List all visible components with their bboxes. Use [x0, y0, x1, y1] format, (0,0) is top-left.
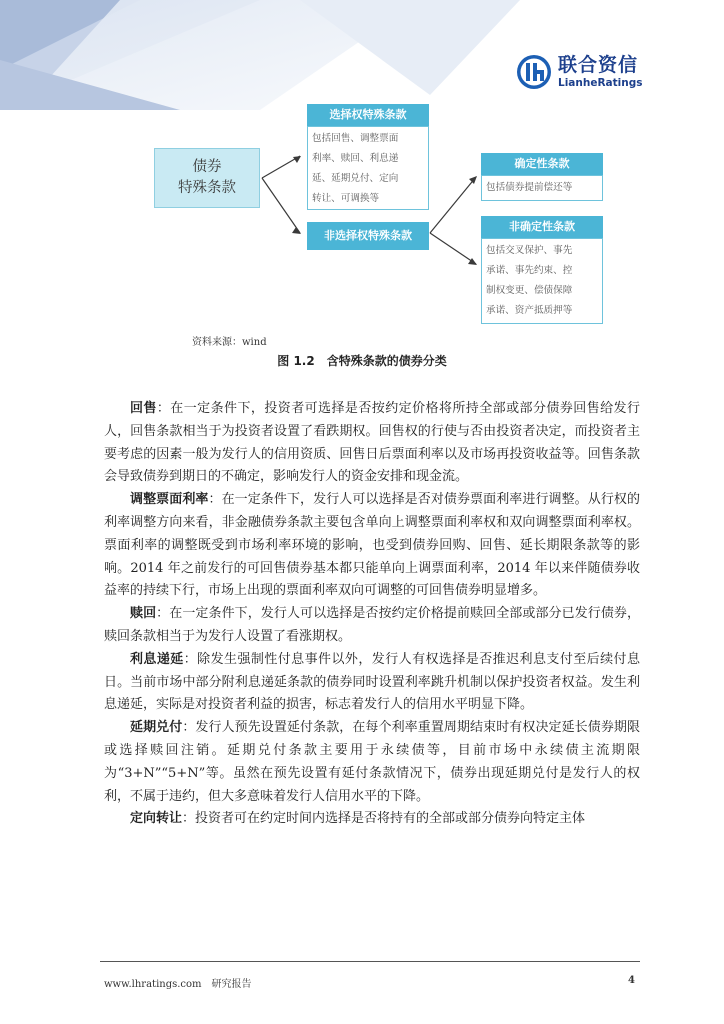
option-clause-line: 利率、赎回、利息递 [312, 153, 399, 164]
paragraph-coupon-adjustment [104, 489, 640, 603]
paragraph-put [104, 398, 640, 489]
term-directed-transfer: 定向转让 [130, 811, 183, 827]
certain-clause-body [481, 175, 603, 201]
connector-root-option [262, 156, 300, 178]
footer-divider [100, 961, 640, 962]
paragraph-text: ：在一定条件下，发行人可以选择是否按约定价格提前赎回全部或部分已发行债券，赎回条款相当于为发行人设置了看涨期权。 [104, 606, 640, 644]
logo-chinese-name: 联合资信 [558, 53, 639, 76]
uncertain-clause-line: 包括交叉保护、事先 [486, 245, 573, 256]
certain-clause-line: 包括债券提前偿还等 [486, 182, 573, 193]
page-number: 4 [628, 975, 635, 986]
paragraph-call [104, 603, 640, 649]
bond-classification-diagram [0, 0, 724, 348]
logo-english-name: LianheRatings [558, 76, 643, 89]
option-clause-line: 延、延期兑付、定向 [312, 173, 399, 184]
uncertain-clause-line: 制权变更、偿债保障 [486, 285, 573, 296]
option-clause-title: 选择权特殊条款 [307, 104, 429, 126]
paragraph-text: ：除发生强制性付息事件以外，发行人有权选择是否推迟利息支付至后续付息日。当前市场中部分附利息递延条款的债券同时设置利率跳升机制以保护投资者权益。发生利息递延，实际是对投资者利益的损害，标志着发行人的信用水平明显下降。 [104, 651, 640, 713]
term-extension: 延期兑付 [130, 720, 183, 736]
uncertain-clause-body [481, 238, 603, 324]
paragraph-directed-transfer [104, 808, 640, 831]
root-node-line1: 债券 [192, 159, 222, 175]
connector-nonoption-certain [430, 177, 476, 233]
non-option-clause-node: 非选择权特殊条款 [307, 222, 429, 250]
paragraph-text: ：在一定条件下，投资者可选择是否按约定价格将所持全部或部分债券回售给发行人，回售条款相当于为投资者设置了看跌期权。回售权的行使与否由投资者决定，而投资者主要考虑的因素一般为发行人的信用资质、回售日后票面利率以及市场再投资收益等。回售条款会导致债券到期日的不确定，影响发行人的资金安排和现金流。 [104, 401, 640, 485]
footer-website: www.lhratings.com 研究报告 [104, 979, 252, 990]
paragraph-text: ：在一定条件下，发行人可以选择是否对债券票面利率进行调整。从行权的利率调整方向来看，非金融债券条款主要包含单向上调整票面利率权和双向调整票面利率权。票面利率的调整既受到市场利率环境的影响，也受到债券回购、回售、延长期限条款等的影响。2014 年之前发行的可回售债券基本都只能单向上调票面利率，2014 年以来伴随债券收益率的持续下行，市场上出现的票面利率双向可调整的可回售债券明显增多。 [104, 492, 640, 599]
paragraph-text: ：发行人预先设置延付条款，在每个利率重置周期结束时有权决定延长债券期限或选择赎回注销。延期兑付条款主要用于永续债等，目前市场中永续债主流期限为“3+N”“5+N”等。虽然在预先设置有延付条款情况下，债券出现延期兑付是发行人的权利，不属于违约，但大多意味着发行人信用水平的下降。 [104, 720, 640, 804]
diagram-source-note: 资料来源：wind [192, 337, 267, 348]
paragraph-interest-deferral [104, 649, 640, 717]
term-interest-deferral: 利息递延 [130, 651, 184, 667]
term-call: 赎回 [130, 606, 157, 622]
uncertain-clause-title: 非确定性条款 [481, 216, 603, 238]
root-node-line2: 特殊条款 [178, 180, 236, 196]
option-clause-body [307, 126, 429, 210]
figure-caption: 图 1.2 含特殊条款的债券分类 [277, 354, 447, 368]
connector-nonoption-uncertain [430, 233, 476, 264]
certain-clause-title: 确定性条款 [481, 153, 603, 175]
paragraph-extension [104, 717, 640, 808]
option-clause-line: 包括回售、调整票面 [312, 133, 399, 144]
uncertain-clause-line: 承诺、资产抵质押等 [486, 305, 573, 316]
term-put: 回售 [130, 401, 157, 416]
root-node-bond-special-clauses [154, 148, 260, 208]
option-clause-line: 转让、可调换等 [312, 193, 380, 204]
paragraph-text: ：投资者可在约定时间内选择是否将持有的全部或部分债券向特定主体 [182, 811, 586, 827]
uncertain-clause-line: 承诺、事先约束、控 [486, 265, 573, 276]
body-text [104, 398, 640, 831]
term-coupon-adjustment: 调整票面利率 [130, 492, 209, 508]
connector-root-nonoption [262, 178, 300, 233]
